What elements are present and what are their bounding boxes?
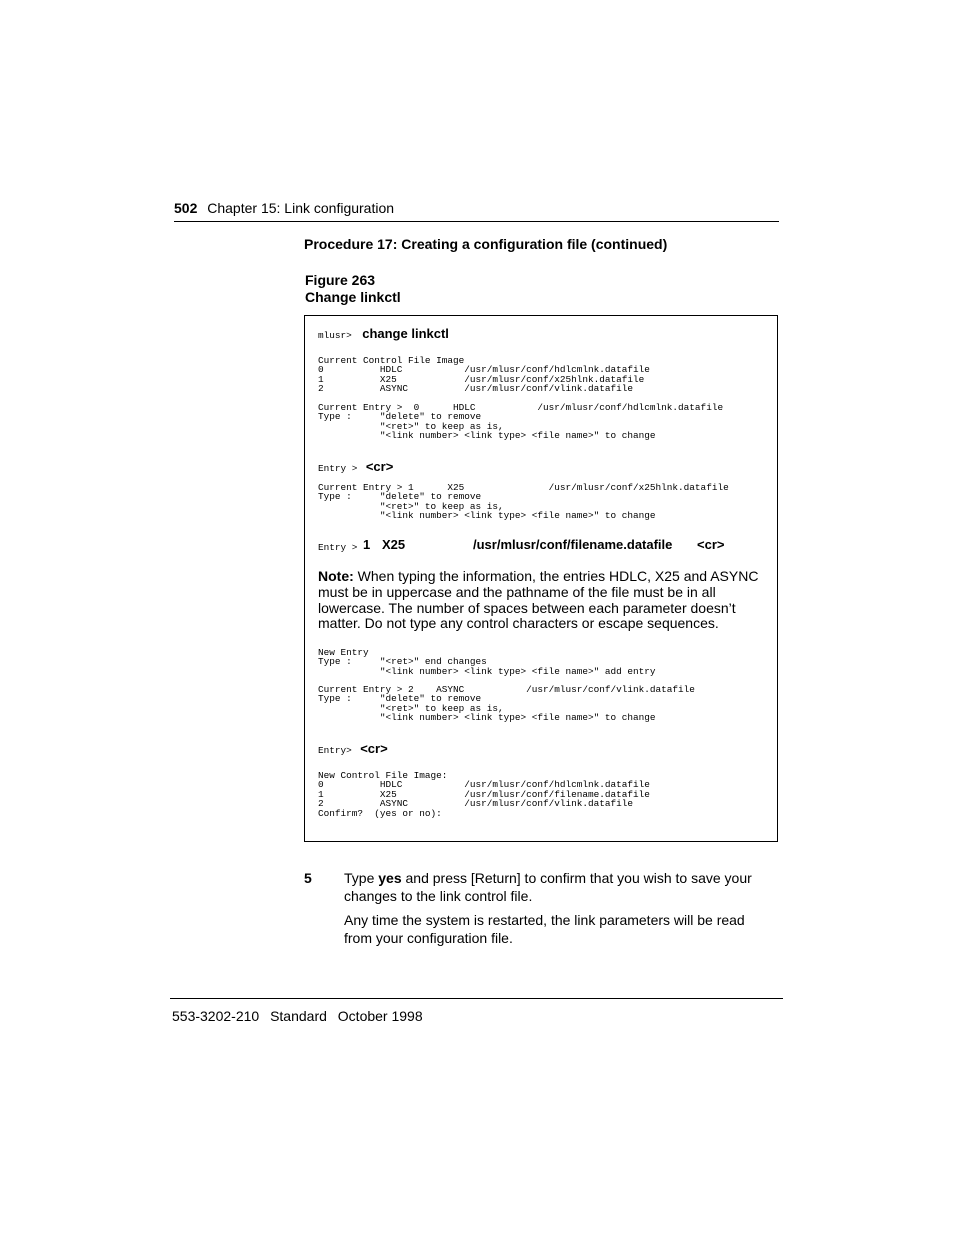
- footer-rule: [170, 998, 783, 999]
- terminal-entry-line-2: [318, 458, 393, 476]
- document-number: 553-3202-210: [172, 1008, 260, 1024]
- current-entry-0-block: Current Entry > 0 HDLC /usr/mlusr/conf/hdlcmlnk.datafile Type : "delete" to remove "<ret>" to keep as is, "<link number> <link type> <file name>" to change: [318, 402, 724, 442]
- terminal-prompt: mlusr>: [318, 330, 352, 341]
- terminal-input-cr: <cr>: [697, 537, 725, 552]
- header-rule: [174, 221, 779, 222]
- footer: [172, 1008, 423, 1024]
- figure-title: Change linkctl: [305, 289, 401, 305]
- chapter-title: Chapter 15: Link configuration: [207, 200, 395, 216]
- running-header: [174, 200, 394, 216]
- current-entry-2-block: Current Entry > 2 ASYNC /usr/mlusr/conf/vlink.datafile Type : "delete" to remove "<ret>" to keep as is, "<link number> <link type> <file name>" to change: [318, 684, 695, 724]
- step-number: 5: [304, 870, 312, 886]
- new-control-file-block: New Control File Image: 0 HDLC /usr/mlusr/conf/hdlcmlnk.datafile 1 X25 /usr/mlusr/conf/filename.datafile 2 ASYNC /usr/mlusr/conf/vlink.datafile Confirm? (yes or no):: [318, 770, 650, 819]
- note-label: Note:: [318, 568, 354, 584]
- page-number: 502: [174, 200, 198, 216]
- note-text: When typing the information, the entries HDLC, X25 and ASYNC must be in uppercase and the pathname of the file must be in all lowercase. The number of spaces between each parameter doesn’t matter. Do not type any control characters or escape sequences.: [318, 568, 759, 632]
- step-text: [344, 870, 764, 905]
- document-status: Standard: [270, 1008, 327, 1024]
- terminal-input: <cr>: [365, 459, 394, 474]
- note-paragraph: [318, 569, 770, 632]
- terminal-input: <cr>: [360, 741, 388, 756]
- step-text-after: and press [Return] to confirm that you wish to save your changes to the link control file.: [344, 870, 752, 904]
- terminal-command: change linkctl: [362, 326, 449, 341]
- terminal-prompt: Entry >: [318, 463, 358, 474]
- terminal-entry-line-4: [318, 740, 388, 758]
- terminal-input-path: /usr/mlusr/conf/filename.datafile: [473, 537, 673, 552]
- document-date: October 1998: [337, 1008, 423, 1024]
- terminal-input-type: X25: [382, 537, 406, 552]
- step-text-before: Type: [344, 870, 379, 886]
- terminal-command-line-1: [318, 325, 449, 343]
- current-control-file-block: Current Control File Image 0 HDLC /usr/mlusr/conf/hdlcmlnk.datafile 1 X25 /usr/mlusr/conf/x25hlnk.datafile 2 ASYNC /usr/mlusr/conf/vlink.datafile: [318, 355, 650, 395]
- procedure-title: Procedure 17: Creating a configuration file (continued): [304, 236, 668, 252]
- terminal-input-number: 1: [363, 537, 371, 552]
- step-paragraph-2: Any time the system is restarted, the link parameters will be read from your configuration file.: [344, 912, 745, 946]
- current-entry-1-block: Current Entry > 1 X25 /usr/mlusr/conf/x25hlnk.datafile Type : "delete" to remove "<ret>" to keep as is, "<link number> <link type> <file name>" to change: [318, 482, 729, 522]
- step-bold-word: yes: [378, 870, 402, 886]
- terminal-prompt: Entry>: [318, 745, 352, 756]
- terminal-entry-line-3: [318, 537, 758, 555]
- new-entry-block: New Entry Type : "<ret>" end changes "<link number> <link type> <file name>" add entry: [318, 647, 656, 677]
- terminal-prompt: Entry >: [318, 542, 358, 553]
- figure-number: Figure 263: [305, 272, 376, 288]
